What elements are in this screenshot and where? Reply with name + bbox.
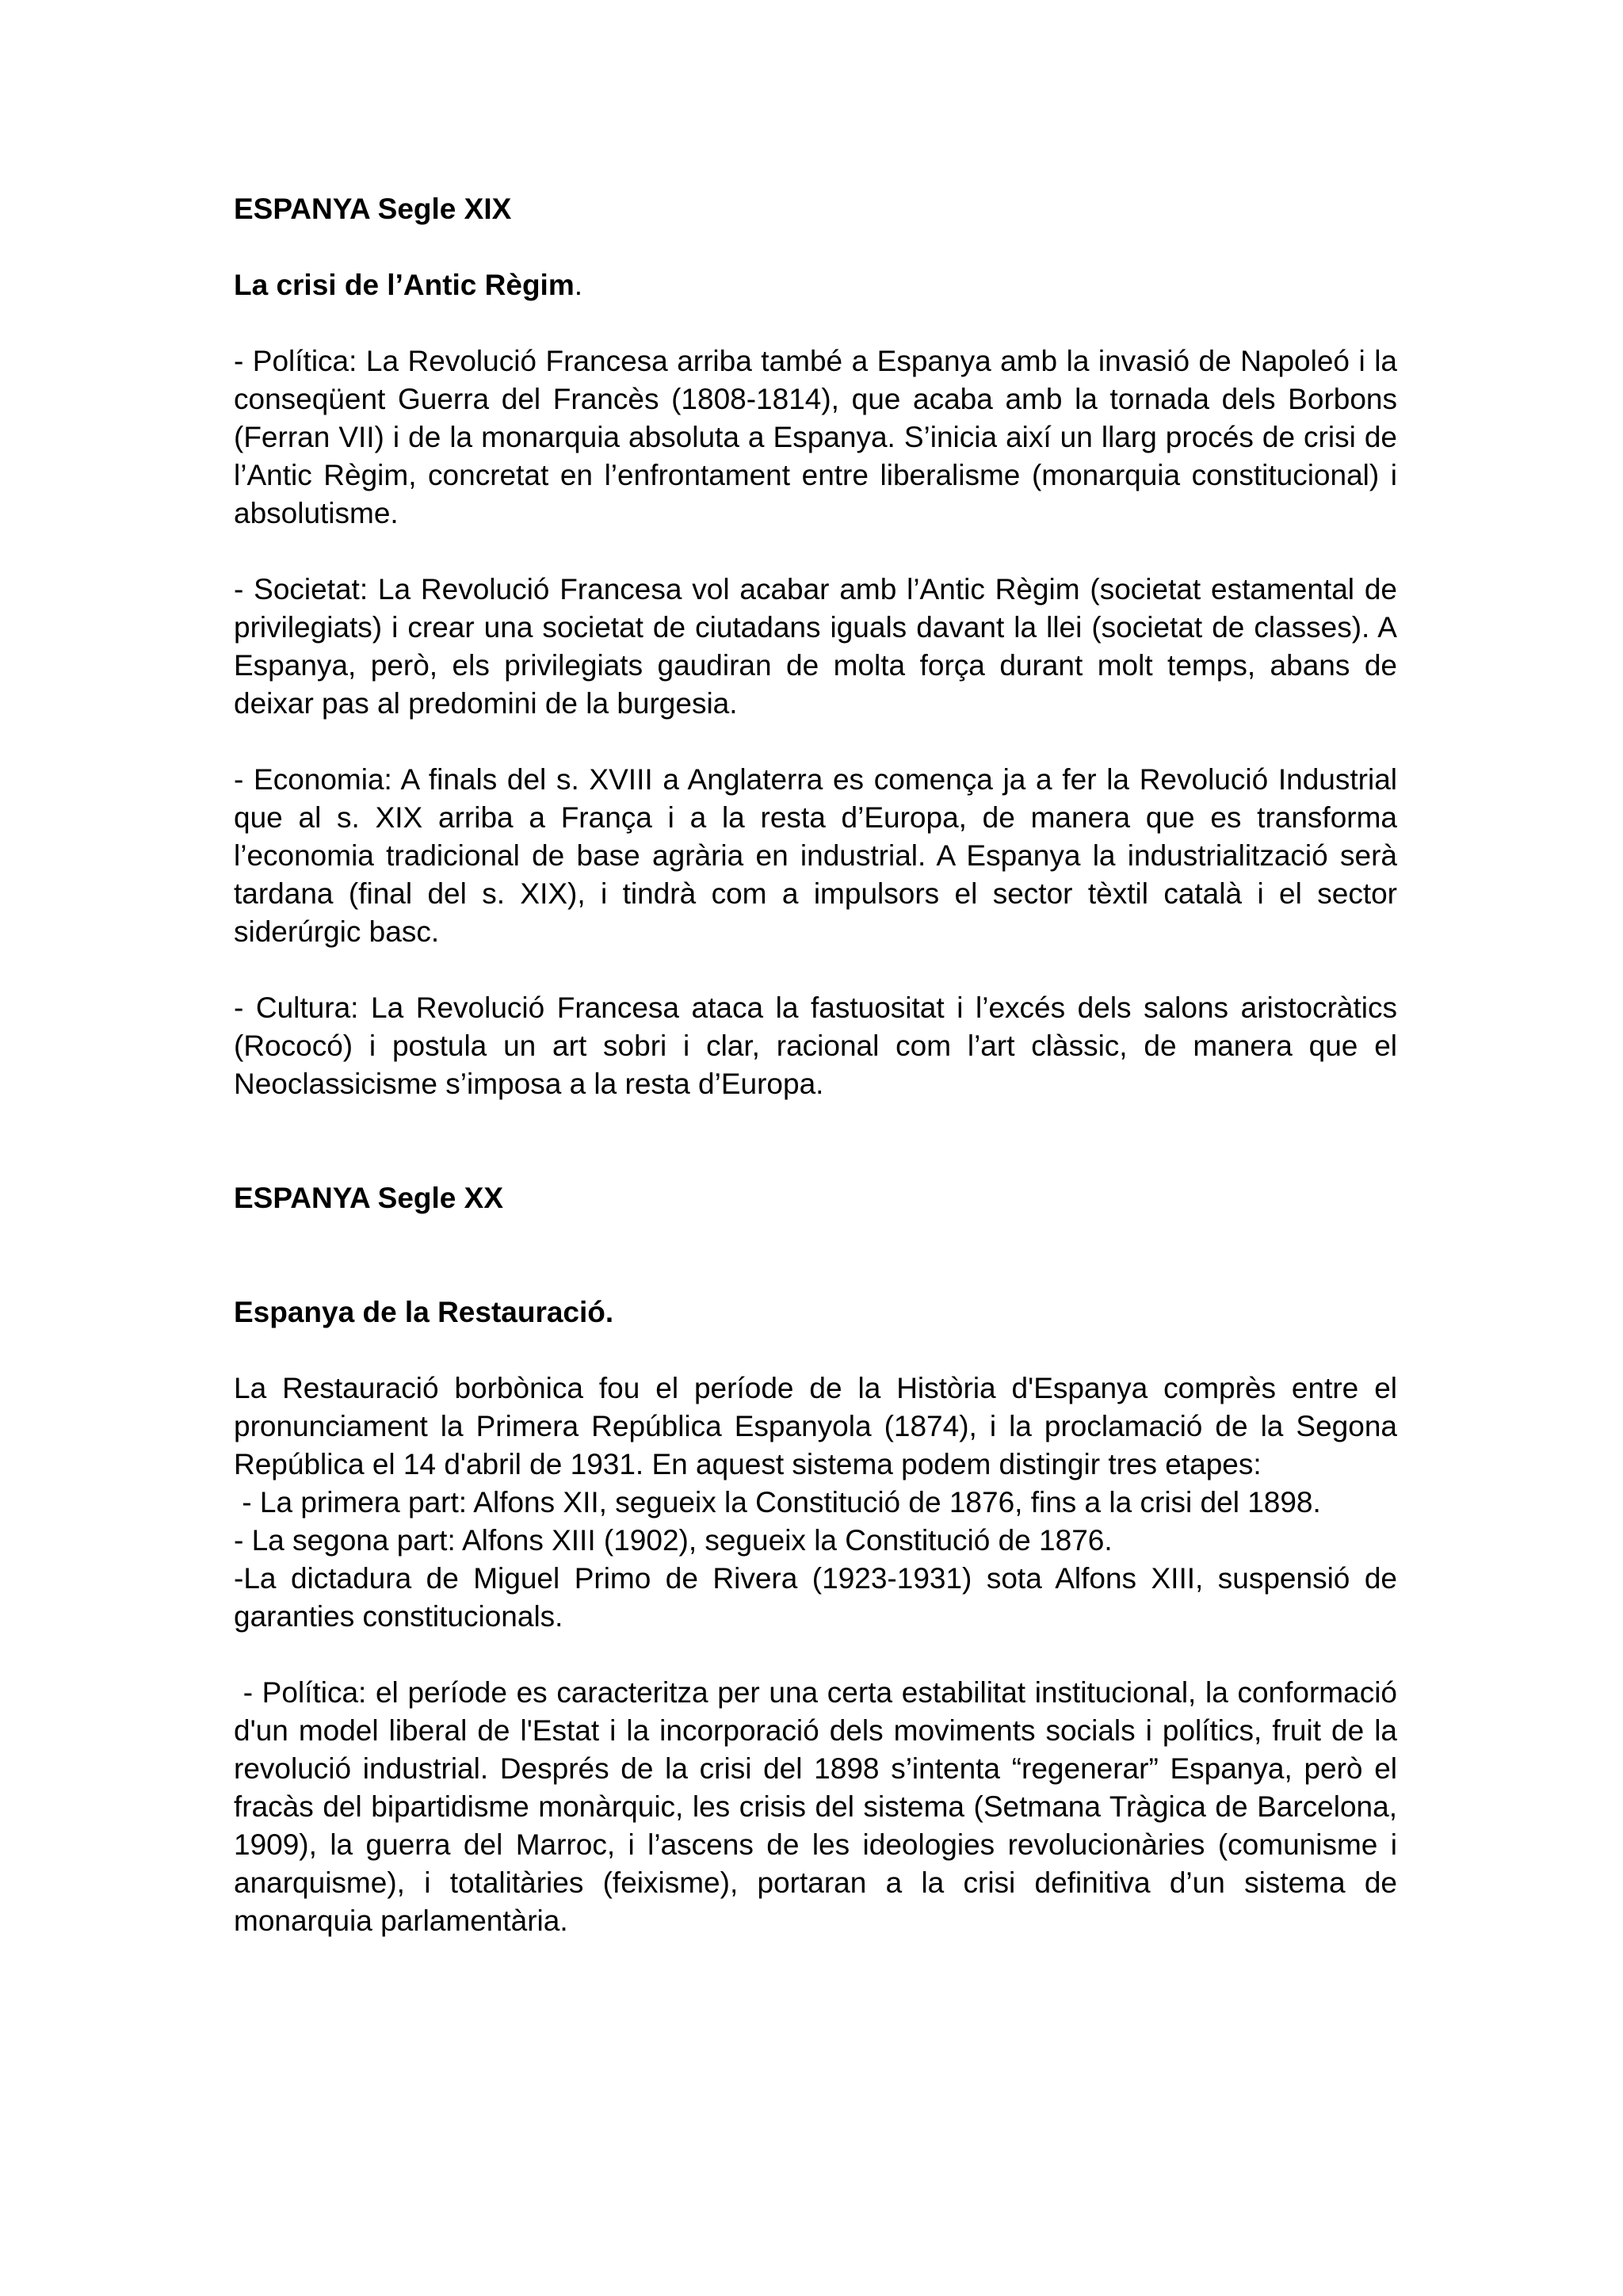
paragraph-cultura-s19: - Cultura: La Revolució Francesa ataca la fastuositat i l’excés dels salons aristocràtics (Rococó) i postula un art sobri i clar, racional com l’art clàssic, de manera que el Neoclassicisme s’imposa a la resta d’Europa. bbox=[234, 991, 1397, 1100]
spacer bbox=[234, 951, 1397, 989]
spacer bbox=[234, 1217, 1397, 1293]
spacer bbox=[234, 228, 1397, 266]
spacer bbox=[234, 533, 1397, 571]
subtitle-antic-regim-text: La crisi de l’Antic Règim bbox=[234, 269, 575, 301]
paragraph-politica-s20: - Política: el període es caracteritza per una certa estabilitat institucional, la conformació d'un model liberal de l'Estat i la incorporació dels moviments socials i polítics, fruit de la revolució industrial. Després de la crisi del 1898 s’intenta “regenerar” Espanya, però el fracàs del bipartidisme monàrquic, les crisis del sistema (Setmana Tràgica de Barcelona, 1909), la guerra del Marroc, i l’ascens de les ideologies revolucionàries (comunisme i anarquisme), i totalitàries (feixisme), portaran a la crisi definitiva d’un sistema de monarquia parlamentària. bbox=[234, 1676, 1406, 1937]
paragraph-etapa-1: - La primera part: Alfons XII, segueix la Constitució de 1876, fins a la crisi del 1898. bbox=[234, 1486, 1321, 1519]
document-page bbox=[234, 190, 1406, 1940]
spacer bbox=[234, 1636, 1397, 1674]
section-title-s20: ESPANYA Segle XX bbox=[234, 1182, 503, 1214]
paragraph-etapa-3: -La dictadura de Miguel Primo de Rivera (1923-1931) sota Alfons XIII, suspensió de garanties constitucionals. bbox=[234, 1562, 1397, 1633]
paragraph-intro-s20: La Restauració borbònica fou el període de la Història d'Espanya comprès entre el pronunciament la Primera República Espanyola (1874), i la proclamació de la Segona República el 14 d'abril de 1931. En aquest sistema podem distingir tres etapes: bbox=[234, 1372, 1397, 1480]
spacer bbox=[234, 304, 1397, 342]
paragraph-politica-s19: - Política: La Revolució Francesa arriba també a Espanya amb la invasió de Napoleó i la conseqüent Guerra del Francès (1808-1814), que acaba amb la tornada dels Borbons (Ferran VII) i de la monarquia absoluta a Espanya. S’inicia així un llarg procés de crisi de l’Antic Règim, concretat en l’enfrontament entre liberalisme (monarquia constitucional) i absolutisme. bbox=[234, 345, 1397, 529]
spacer bbox=[234, 1331, 1397, 1370]
subtitle-restauracio: Espanya de la Restauració. bbox=[234, 1296, 614, 1328]
section-title-s19: ESPANYA Segle XIX bbox=[234, 193, 512, 225]
paragraph-economia-s19: - Economia: A finals del s. XVIII a Anglaterra es comença ja a fer la Revolució Industrial que al s. XIX arriba a França i a la resta d’Europa, de manera que es transforma l’economia tradicional de base agrària en industrial. A Espanya la industrialització serà tardana (final del s. XIX), i tindrà com a impulsors el sector tèxtil català i el sector siderúrgic basc. bbox=[234, 763, 1397, 948]
paragraph-societat-s19: - Societat: La Revolució Francesa vol acabar amb l’Antic Règim (societat estamental de privilegiats) i crear una societat de ciutadans iguals davant la llei (societat de classes). A Espanya, però, els privilegiats gaudiran de molta força durant molt temps, abans de deixar pas al predomini de la burgesia. bbox=[234, 573, 1397, 720]
subtitle-antic-regim bbox=[234, 266, 1397, 304]
subtitle-antic-regim-dot: . bbox=[574, 269, 583, 301]
paragraph-etapa-2: - La segona part: Alfons XIII (1902), segueix la Constitució de 1876. bbox=[234, 1524, 1113, 1557]
spacer bbox=[234, 723, 1397, 761]
spacer bbox=[234, 1103, 1397, 1179]
